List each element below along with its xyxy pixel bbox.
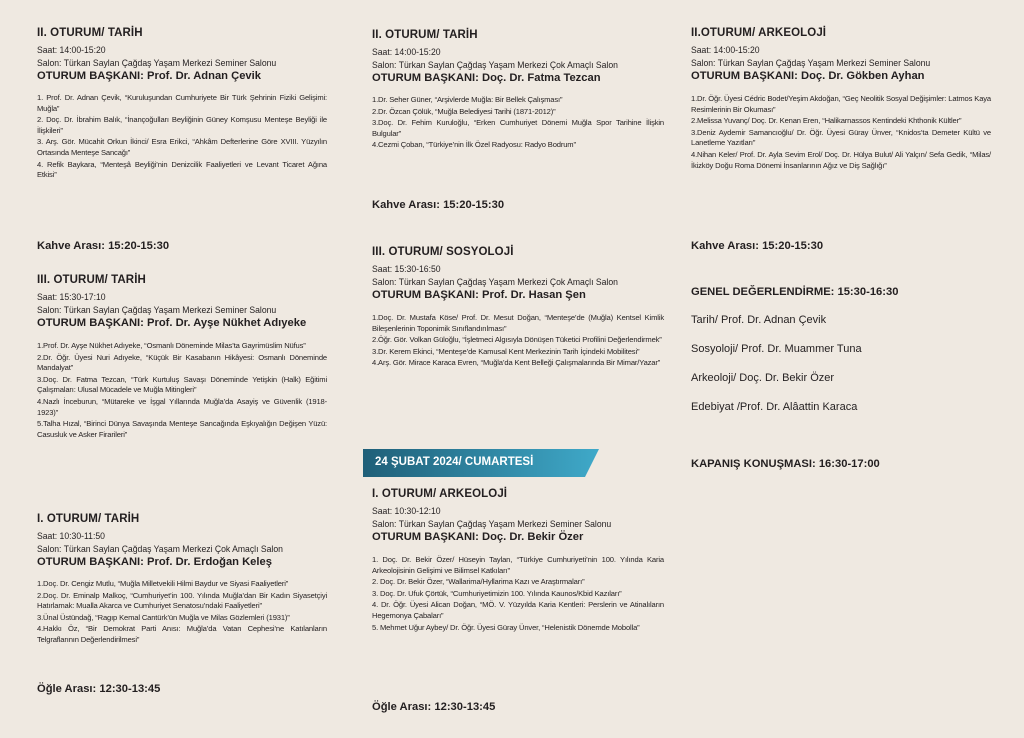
- session-chair: OTURUM BAŞKANI: Doç. Dr. Gökben Ayhan: [691, 70, 925, 82]
- session-title: I. OTURUM/ TARİH: [37, 513, 140, 525]
- paper-item: 3.Ünal Üstündağ, “Ragıp Kemal Cantürk’ün Muğla ve Milas Gözlemleri (1931)”: [37, 612, 290, 622]
- general-evaluation-title: GENEL DEĞERLENDİRME: 15:30-16:30: [691, 286, 899, 298]
- paper-item: 1.Dr. Öğr. Üyesi Cédric Bodet/Yeşim Akdoğan, “Geç Neolitik Sosyal Değişimler: Latmos Kaya Resimlerinin Bir Okuması”: [691, 94, 991, 114]
- session-room: Salon: Türkan Saylan Çağdaş Yaşam Merkezi Seminer Salonu: [37, 57, 277, 68]
- session-chair: OTURUM BAŞKANI: Prof. Dr. Ayşe Nükhet Adıyeke: [37, 317, 307, 329]
- session-time: Saat: 14:00-15:20: [691, 44, 760, 55]
- paper-item: 3.Doç. Dr. Fehim Kuruloğlu, “Erken Cumhuriyet Dönemi Muğla Spor Tarihine İlişkin Bulgular”: [372, 118, 664, 138]
- paper-item: 1. Doç. Dr. Bekir Özer/ Hüseyin Taylan, “Türkiye Cumhuriyeti’nin 100. Yılında Karia Arkeolojisinin Gelişimi ve Bilimsel Katkıları”: [372, 555, 664, 575]
- paper-item: 1.Doç. Dr. Cengiz Mutlu, “Muğla Milletvekili Hilmi Baydur ve Siyasi Faaliyetleri”: [37, 579, 289, 588]
- session-room: Salon: Türkan Saylan Çağdaş Yaşam Merkezi Çok Amaçlı Salon: [372, 59, 618, 70]
- session-chair: OTURUM BAŞKANI: Doç. Dr. Bekir Özer: [372, 531, 584, 543]
- paper-item: 1.Dr. Seher Güner, “Arşivlerde Muğla: Bir Bellek Çalışması”: [372, 95, 563, 104]
- lunch-break: Öğle Arası: 12:30-13:45: [37, 683, 161, 695]
- paper-item: 5. Mehmet Uğur Aybey/ Dr. Öğr. Üyesi Güray Ünver, “Helenistik Dönemde Mobolla”: [372, 622, 640, 632]
- coffee-break: Kahve Arası: 15:20-15:30: [372, 199, 505, 211]
- date-banner: [363, 449, 599, 477]
- paper-item: 1.Prof. Dr. Ayşe Nükhet Adıyeke, “Osmanlı Döneminde Milas’ta Gayrimüslim Nüfus”: [37, 341, 306, 350]
- session-chair: OTURUM BAŞKANI: Prof. Dr. Hasan Şen: [372, 289, 586, 301]
- session-2-history-a: [37, 26, 327, 182]
- paper-item: 4.Nihan Keler/ Prof. Dr. Ayla Sevim Erol/ Doç. Dr. Hülya Bulut/ Ali Yalçın/ Sefa Gedik, “Milas/ İkizköy Doğu Roma Dönemi İnsanlarının Ağız ve Diş Sağlığı”: [691, 149, 991, 170]
- paper-item: 1.Doç. Dr. Mustafa Köse/ Prof. Dr. Mesut Doğan, “Menteşe’de (Muğla) Kentsel Kimlik Bileşenlerinin Toponimik Sınıflandırılması”: [372, 313, 664, 333]
- paper-item: 2.Dr. Öğr. Üyesi Nuri Adıyeke, “Küçük Bir Kasabanın Hikâyesi: Osmanlı Döneminde Mandalyat”: [37, 352, 327, 373]
- session-time: Saat: 10:30-11:50: [37, 530, 105, 541]
- session-title: III. OTURUM/ TARİH: [37, 274, 146, 286]
- session-time: Saat: 15:30-16:50: [372, 263, 441, 274]
- paper-item: 2.Öğr. Gör. Volkan Güloğlu, “İşletmeci Algısıyla Dönüşen Tüketici Profilini Değerlendirmek”: [372, 335, 662, 345]
- coffee-break: Kahve Arası: 15:20-15:30: [37, 240, 170, 252]
- paper-item: 2. Doç. Dr. İbrahim Balık, “İnançoğulları Beyliğinin Güney Komşusu Menteşe Beyliği ile İlişkileri”: [37, 115, 327, 135]
- paper-list: [372, 555, 664, 633]
- session-room: Salon: Türkan Saylan Çağdaş Yaşam Merkezi Çok Amaçlı Salon: [37, 543, 283, 554]
- session-room: Salon: Türkan Saylan Çağdaş Yaşam Merkezi Çok Amaçlı Salon: [372, 276, 618, 287]
- session-title: II. OTURUM/ TARİH: [37, 27, 143, 39]
- paper-list: [372, 313, 664, 369]
- session-1-history: [37, 512, 327, 647]
- paper-item: 3. Arş. Gör. Mücahit Orkun İkinci/ Esra Erikci, “Ahkâm Defterlerine Göre XVIII. Yüzyılın Ortasında Menteşe Sancağı”: [37, 137, 327, 157]
- session-title: II.OTURUM/ ARKEOLOJİ: [691, 27, 827, 39]
- paper-item: 3.Deniz Aydemir Samancıoğlu/ Dr. Öğr. Üyesi Güray Ünver, “Knidos’ta Demeter Kültü ve Lanetleme Yazıtları”: [691, 127, 991, 148]
- paper-item: 4.Cezmi Çoban, “Türkiye’nin İlk Özel Radyosu: Radyo Bodrum”: [372, 140, 576, 150]
- session-2-history-b: [372, 28, 664, 152]
- paper-item: 3. Doç. Dr. Ufuk Çörtük, “Cumhuriyetimizin 100. Yılında Kaunos/Kbid Kazıları”: [372, 588, 622, 598]
- session-3-sociology: [372, 245, 664, 370]
- session-time: Saat: 10:30-12:10: [372, 505, 441, 516]
- closing-speech: KAPANIŞ KONUŞMASI: 16:30-17:00: [691, 458, 880, 470]
- session-room: Salon: Türkan Saylan Çağdaş Yaşam Merkezi Seminer Salonu: [691, 57, 931, 68]
- paper-item: 4. Refik Baykara, “Menteşâ Beyliği’nin Denizcilik Faaliyetleri ve Levant Ticaret Ağına Etkisi”: [37, 159, 327, 180]
- paper-list: [372, 95, 664, 151]
- paper-item: 4.Nazlı İnceburun, “Mütareke ve İşgal Yıllarında Muğla’da Asayiş ve Güvenlik (1918-1923)”: [37, 396, 327, 417]
- paper-list: [37, 341, 327, 440]
- session-time: Saat: 15:30-17:10: [37, 291, 106, 302]
- evaluation-line: Arkeoloji/ Doç. Dr. Bekir Özer: [691, 372, 835, 384]
- paper-item: 4.Hakkı Öz, “Bir Demokrat Parti Anısı: Muğla’da Vatan Cephesi’ne Katılanların Telgraflarının Değerlendirilmesi”: [37, 624, 327, 644]
- lunch-break: Öğle Arası: 12:30-13:45: [372, 701, 496, 713]
- session-chair: OTURUM BAŞKANI: Doç. Dr. Fatma Tezcan: [372, 72, 601, 84]
- session-room: Salon: Türkan Saylan Çağdaş Yaşam Merkezi Seminer Salonu: [372, 518, 612, 529]
- paper-item: 2.Dr. Özcan Çölük, “Muğla Belediyesi Tarihi (1871-2012)”: [372, 106, 556, 116]
- paper-item: 4. Dr. Öğr. Üyesi Alican Doğan, “MÖ. V. Yüzyılda Karia Kentleri: Perslerin ve Atinalıların Hegemonya Çabaları”: [372, 600, 664, 620]
- session-chair: OTURUM BAŞKANI: Prof. Dr. Erdoğan Keleş: [37, 556, 272, 568]
- paper-item: 2.Melissa Yuvanç/ Doç. Dr. Kenan Eren, “Halikarnassos Kentindeki Khthonik Kültler”: [691, 116, 962, 126]
- paper-item: 2. Doç. Dr. Bekir Özer, “Wallarima/Hyllarima Kazı ve Araştırmaları”: [372, 577, 585, 587]
- session-time: Saat: 14:00-15:20: [372, 46, 441, 57]
- evaluation-line: Tarih/ Prof. Dr. Adnan Çevik: [691, 314, 827, 326]
- coffee-break: Kahve Arası: 15:20-15:30: [691, 240, 824, 252]
- paper-item: 3.Dr. Kerem Ekinci, “Menteşe’de Kamusal Kent Merkezinin Tarih İçindeki Mobilitesi”: [372, 346, 640, 356]
- paper-item: 5.Talha Hızal, “Birinci Dünya Savaşında Menteşe Sancağında Eşkıyalığın Değişen Yüzü: Casusluk ve Asker Firarileri”: [37, 419, 327, 439]
- session-chair: OTURUM BAŞKANI: Prof. Dr. Adnan Çevik: [37, 70, 261, 82]
- paper-item: 4.Arş. Gör. Mirace Karaca Evren, “Muğla’da Kent Belleği Çalışmalarında Bir Mimar/Yazar”: [372, 358, 661, 368]
- session-1-archaeology: [372, 487, 664, 634]
- paper-list: [37, 93, 327, 181]
- session-2-archaeology: [691, 26, 991, 172]
- session-room: Salon: Türkan Saylan Çağdaş Yaşam Merkezi Seminer Salonu: [37, 304, 277, 315]
- paper-list: [37, 579, 327, 646]
- paper-item: 3.Doç. Dr. Fatma Tezcan, “Türk Kurtuluş Savaşı Döneminde Yetişkin (Halk) Eğitimi Çalışmaları: Ulusal Mücadele ve Muğla Mitingleri”: [37, 374, 327, 395]
- evaluation-line: Edebiyat /Prof. Dr. Alâattin Karaca: [691, 401, 858, 413]
- paper-list: [691, 94, 991, 171]
- session-time: Saat: 14:00-15:20: [37, 44, 106, 55]
- session-title: II. OTURUM/ TARİH: [372, 29, 478, 41]
- paper-item: 1. Prof. Dr. Adnan Çevik, “Kuruluşundan Cumhuriyete Bir Türk Şehrinin Fiziki Gelişimi: Muğla”: [37, 93, 327, 113]
- session-title: III. OTURUM/ SOSYOLOJİ: [372, 246, 514, 258]
- session-title: I. OTURUM/ ARKEOLOJİ: [372, 488, 508, 500]
- paper-item: 2.Doç. Dr. Eminalp Malkoç, “Cumhuriyet’in 100. Yılında Muğla’dan Bir Kadın Siyasetçiyi Hatırlamak: Mualla Akarca ve Cumhuriyet Senatosu’ndaki Faaliyetleri”: [37, 590, 327, 611]
- session-3-history: [37, 273, 327, 441]
- evaluation-line: Sosyoloji/ Prof. Dr. Muammer Tuna: [691, 343, 862, 355]
- banner-date: 24 ŞUBAT 2024/ CUMARTESİ: [375, 456, 534, 468]
